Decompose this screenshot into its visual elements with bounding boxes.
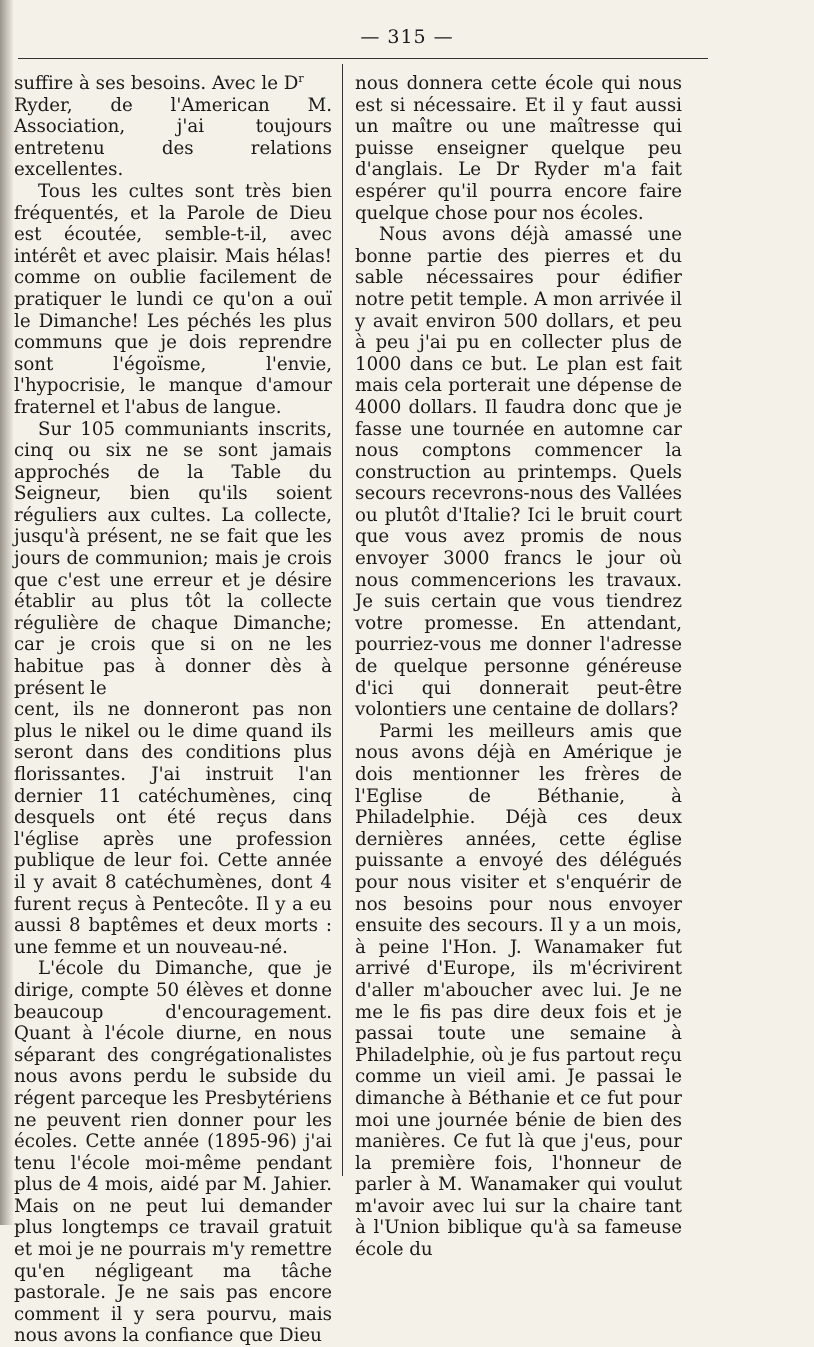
paragraph: Nous avons déjà amassé une bonne partie des pierres et du sable nécessaires pour édifier notre petit temple. A mon arrivée il y avait environ 500 dollars, et peu à peu j'ai pu en collecter plus de 1000 dans ce but. Le plan est fait mais cela porterait une dépense de 4000 dollars. Il faudra donc que je fasse une tournée en automne car nous comptons commencer la construction au printemps. Quels secours recevrons-nous des Vallées ou plutôt d'Italie? Ici le bruit court que vous avez promis de nous envoyer 3000 francs le jour où nous commencerions les travaux. Je suis certain que vous tiendrez votre promesse. En attendant, pourriez-vous me donner l'adresse de quelque personne généreuse d'ici qui donnerait peut-être volontiers une centaine de dollars?	[355, 224, 682, 721]
paragraph: Tous les cultes sont très bien fréquentés, et la Parole de Dieu est écoutée, semble-t-il, avec intérêt et avec plaisir. Mais hélas! comme on oublie facilement de pratiquer le lundi ce qu'on a ouï le Dimanche! Les péchés les plus communs que je dois reprendre sont l'égoïsme, l'envie, l'hypocrisie, le manque d'amour fraternel et l'abus de langue.	[14, 180, 332, 418]
column-divider	[342, 64, 343, 1176]
paragraph: Ryder, de l'American M. Association, j'ai toujours entretenu des relations excellentes.	[14, 94, 332, 181]
header-rule	[18, 58, 708, 59]
paragraph: Sur 105 communiants inscrits, cinq ou six ne se sont jamais approchés de la Table du Seigneur, bien qu'ils soient réguliers aux cultes. La collecte, jusqu'à présent, ne se fait que les jours de communion; mais je crois que c'est une erreur et je désire établir au plus tôt la collecte régulière de chaque Dimanche; car je crois que si on ne les habitue pas à donner dès à présent le	[14, 418, 332, 699]
paragraph: cent, ils ne donneront pas non plus le nikel ou le dime quand ils seront dans des conditions plus florissantes. J'ai instruit l'an dernier 11 catéchumènes, cinq desquels ont été reçus dans l'église après une profession publique de leur foi. Cette année il y avait 8 catéchumènes, dont 4 furent reçus à Pentecôte. Il y a eu aussi 8 baptêmes et deux morts : une femme et un nouveau-né.	[14, 699, 332, 958]
left-column	[14, 73, 332, 1347]
page-edge-shadow	[0, 0, 14, 1225]
right-column	[355, 73, 682, 1261]
paragraph: Parmi les meilleurs amis que nous avons déjà en Amérique je dois mentionner les frères de l'Eglise de Béthanie, à Philadelphie. Déjà ces deux dernières années, cette église puissante a envoyé des délégués pour nous visiter et s'enquérir de nos besoins pour nous envoyer ensuite des secours. Il y a un mois, à peine l'Hon. J. Wanamaker fut arrivé d'Europe, ils m'écrivirent d'aller m'aboucher avec lui. Je ne me le fis pas dire deux fois et je passai toute une semaine à Philadelphie, où je fus partout reçu comme un vieil ami. Je passai le dimanche à Béthanie et ce fut pour moi une journée bénie de bien des manières. Ce fut là que j'eus, pour la première fois, l'honneur de parler à M. Wanamaker qui voulut m'avoir avec lui sur la chaire tant à l'Union biblique qu'à sa fameuse école du	[355, 720, 682, 1261]
paragraph: suffire à ses besoins. Avec le $D^r$	[14, 71, 304, 94]
paragraph: L'école du Dimanche, que je dirige, compte 50 élèves et donne beaucoup d'encouragement. Quant à l'école diurne, en nous séparant des congrégationalistes nous avons perdu le subside du régent parceque les Presbytériens ne peuvent rien donner pour les écoles. Cette année (1895-96) j'ai tenu l'école moi-même pendant plus de 4 mois, aidé par M. Jahier. Mais on ne peut lui demander plus longtemps ce travail gratuit et moi je ne pourrais m'y remettre qu'en négligeant ma tâche pastorale. Je ne sais pas encore comment il y sera pourvu, mais nous avons la confiance que Dieu	[14, 958, 332, 1347]
paragraph: nous donnera cette école qui nous est si nécessaire. Et il y faut aussi un maître ou une maîtresse qui puisse enseigner quelque peu d'anglais. Le Dr Ryder m'a fait espérer qu'il pourra encore faire quelque chose pour nos écoles.	[355, 73, 682, 224]
page-number: — 315 —	[360, 26, 454, 48]
